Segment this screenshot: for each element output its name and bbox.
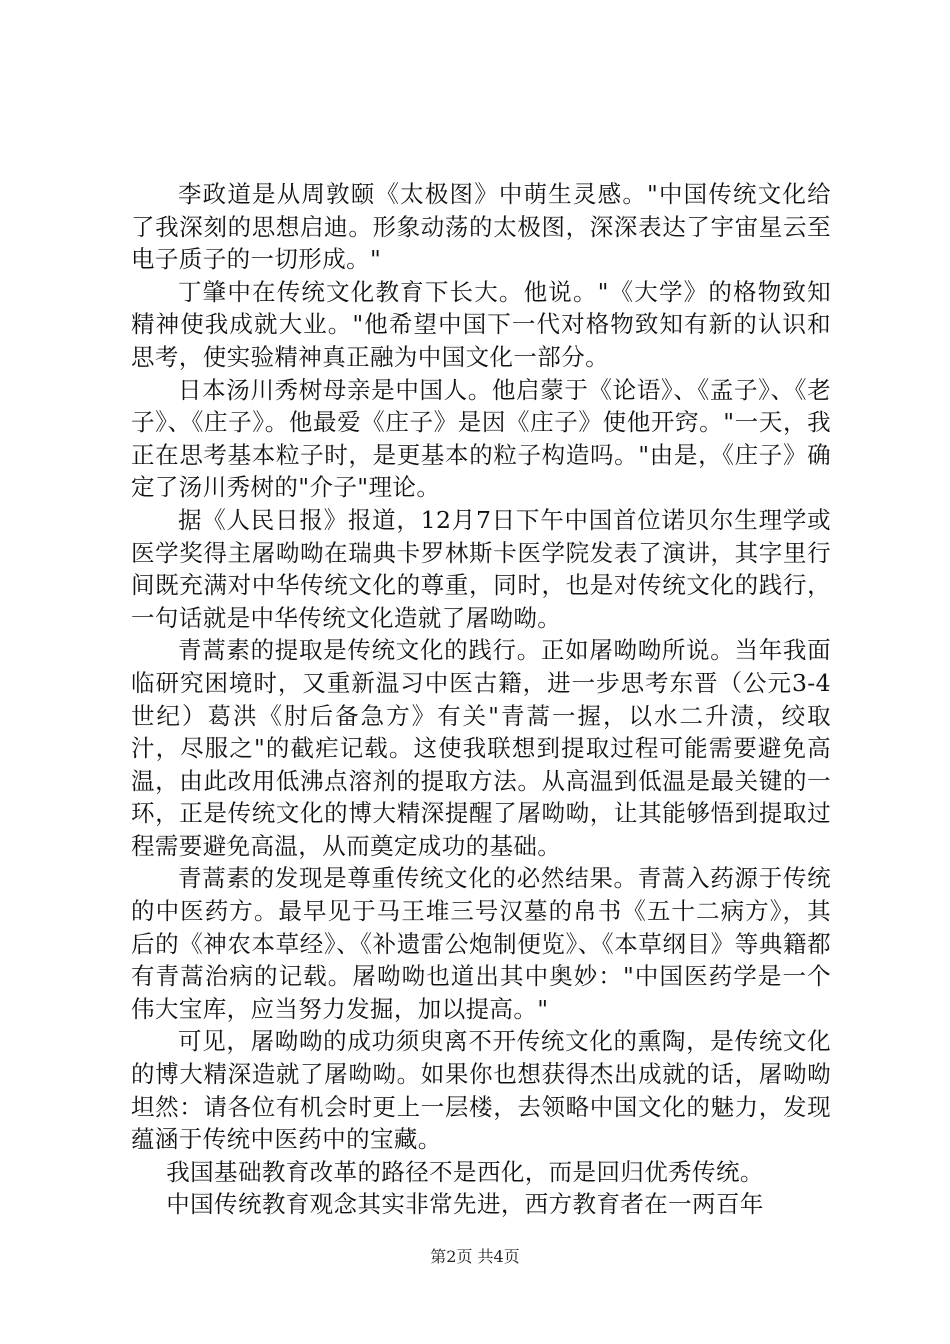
document-body <box>131 178 831 1221</box>
paragraph-artemisinin-extraction: 青蒿素的提取是传统文化的践行。正如屠呦呦所说。当年我面临研究困境时，又重新温习中医古籍，进一步思考东晋（公元3-4世纪）葛洪《肘后备急方》有关"青蒿一握，以水二升渍，绞取汁，尽服之"的截疟记载。这使我联想到提取过程可能需要避免高温，由此改用低沸点溶剂的提取方法。从高温到低温是最关键的一环，正是传统文化的博大精深提醒了屠呦呦，让其能够悟到提取过程需要避免高温，从而奠定成功的基础。 <box>131 636 831 860</box>
paragraph-traditional-education: 中国传统教育观念其实非常先进，西方教育者在一两百年 <box>166 1190 764 1219</box>
page-number-footer: 第2页 共4页 <box>430 1247 520 1266</box>
paragraph-conclusion: 可见，屠呦呦的成功须臾离不开传统文化的熏陶，是传统文化的博大精深造就了屠呦呦。如果你也想获得杰出成就的话，屠呦呦坦然：请各位有机会时更上一层楼，去领略中国文化的魅力，发现蕴涵于传统中医药中的宝藏。 <box>131 1027 831 1154</box>
paragraph-ding-zhaozhong: 丁肇中在传统文化教育下长大。他说。"《大学》的格物致知精神使我成就大业。"他希望中国下一代对格物致知有新的认识和思考，使实验精神真正融为中国文化一部分。 <box>131 277 831 371</box>
paragraph-artemisinin-discovery: 青蒿素的发现是尊重传统文化的必然结果。青蒿入药源于传统的中医药方。最早见于马王堆三号汉墓的帛书《五十二病方》，其后的《神农本草经》、《补遗雷公炮制便览》、《本草纲目》等典籍都有青蒿治病的记载。屠呦呦也道出其中奥妙："中国医药学是一个伟大宝库，应当努力发掘，加以提高。" <box>131 864 831 1023</box>
paragraph-peoples-daily: 据《人民日报》报道，12月7日下午中国首位诺贝尔生理学或医学奖得主屠呦呦在瑞典卡罗林斯卡医学院发表了演讲，其字里行间既充满对中华传统文化的尊重，同时，也是对传统文化的践行，一句话就是中华传统文化造就了屠呦呦。 <box>131 505 831 632</box>
paragraph-li-zhengdao: 李政道是从周敦颐《太极图》中萌生灵感。"中国传统文化给了我深刻的思想启迪。形象动荡的太极图，深深表达了宇宙星云至电子质子的一切形成。" <box>131 180 831 274</box>
paragraph-education-reform: 我国基础教育改革的路径不是西化，而是回归优秀传统。 <box>166 1157 764 1186</box>
paragraph-yukawa-hideki: 日本汤川秀树母亲是中国人。他启蒙于《论语》、《孟子》、《老子》、《庄子》。他最爱《庄子》是因《庄子》使他开窍。"一天，我正在思考基本粒子时，是更基本的粒子构造吗。"由是，《庄子》确定了汤川秀树的"介子"理论。 <box>131 375 831 502</box>
